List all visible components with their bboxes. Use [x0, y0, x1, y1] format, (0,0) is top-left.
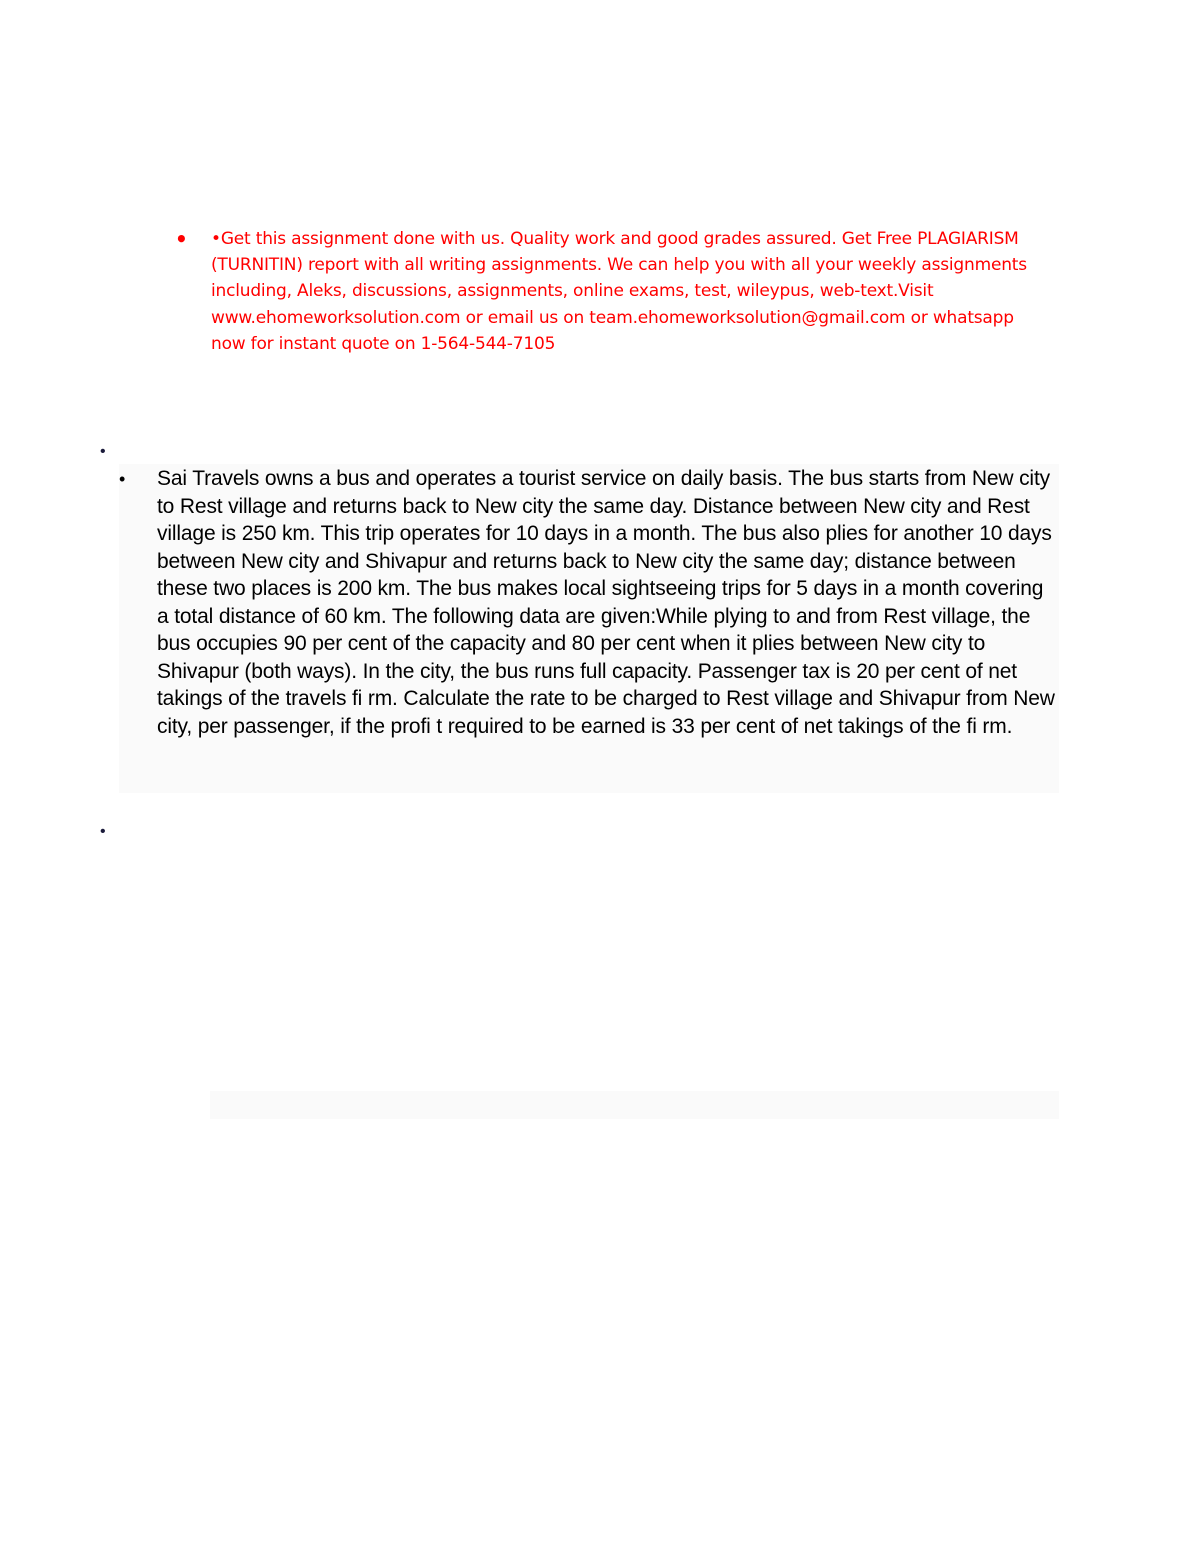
empty-shaded-block — [210, 1091, 1059, 1119]
promo-bullet: • — [175, 227, 188, 251]
problem-bullet: • — [119, 469, 126, 489]
problem-statement: Sai Travels owns a bus and operates a tourist service on daily basis. The bus starts from New city to Rest village and returns back to New city the same day. Distance between New city and Rest village is 250 km. This trip operates for 10 days in a month. The bus also plies for another 10 days between New city and Shivapur and returns back to New city the same day; distance between these two places is 200 km. The bus makes local sightseeing trips for 5 days in a month covering a total distance of 60 km. The following data are given:While plying to and from Rest village, the bus occupies 90 per cent of the capacity and 80 per cent when it plies between New city to Shivapur (both ways). In the city, the bus runs full capacity. Passenger tax is 20 per cent of net takings of the travels fi rm. Calculate the rate to be charged to Rest village and Shivapur from New city, per passenger, if the profi t required to be earned is 33 per cent of net takings of the fi rm. — [157, 467, 1055, 738]
promo-text: •Get this assignment done with us. Quality work and good grades assured. Get Free PLAGIARISM (TURNITIN) report with all writing assignments. We can help you with all your weekly assignments including, Aleks, discussions, assignments, online exams, test, wileypus, web-text.Visit www.ehomeworksolution.com or email us on team.ehomeworksolution@gmail.com or whatsapp now for instant quote on 1-564-544-7105 — [211, 229, 1027, 354]
empty-list-bullet: • — [100, 443, 106, 460]
empty-list-bullet: • — [100, 823, 106, 840]
